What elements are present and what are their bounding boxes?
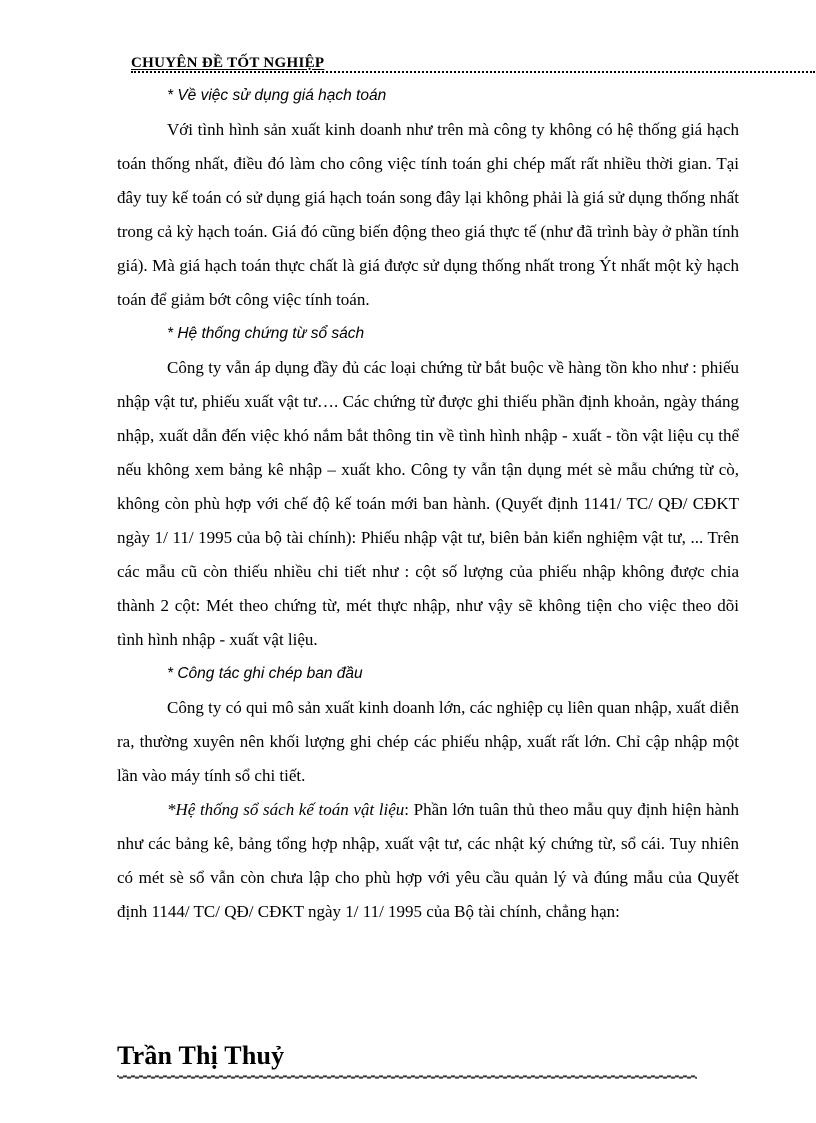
paragraph-4-text: : Phần lớn tuân thủ theo mẫu quy định hiện hành như các bảng kê, bảng tổng hợp nhập, xuất vật tư, các nhật ký chứng từ, sổ cái. Tuy nhiên có mét sè sổ vẫn còn chưa lập cho phù hợp với yêu cầu quản lý và đúng mẫu của Quyết định 1144/ TC/ QĐ/ CĐKT ngày 1/ 11/ 1995 của Bộ tài chính, chẳng hạn: (117, 800, 739, 921)
header-title: CHUYÊN ĐỀ TỐT NGHIỆP (131, 55, 325, 71)
page-header (131, 52, 815, 74)
paragraph-4 (117, 793, 739, 929)
page-footer (117, 1040, 697, 1080)
section-heading-2: * Hệ thống chứng từ sổ sách (167, 325, 365, 342)
footer-wavy-rule (117, 1074, 697, 1080)
header-dotted-rule (131, 71, 815, 73)
paragraph-4-lead: *Hệ thống sổ sách kế toán vật liệu (167, 800, 405, 819)
paragraph-3: Công ty có qui mô sản xuất kinh doanh lớn, các nghiệp cụ liên quan nhập, xuất diễn ra, thường xuyên nên khối lượng ghi chép các phiếu nhập, xuất rất lớn. Chỉ cập nhập một lần vào máy tính sổ chi tiết. (117, 698, 739, 785)
paragraph-1: Với tình hình sản xuất kinh doanh như trên mà công ty không có hệ thống giá hạch toán thống nhất, điều đó làm cho công việc tính toán ghi chép mất rất nhiều thời gian. Tại đây tuy kế toán có sử dụng giá hạch toán song đây lại không phải là giá sử dụng thống nhất trong cả kỳ hạch toán. Giá đó cũng biến động theo giá thực tế (như đã trình bày ở phần tính giá). Mà giá hạch toán thực chất là giá được sử dụng thống nhất trong Ýt nhất một kỳ hạch toán để giảm bớt công việc tính toán. (117, 120, 739, 309)
paragraph-2: Công ty vẫn áp dụng đầy đủ các loại chứng từ bắt buộc về hàng tồn kho như : phiếu nhập vật tư, phiếu xuất vật tư…. Các chứng từ được ghi thiếu phần định khoản, ngày tháng nhập, xuất dẫn đến việc khó nắm bắt thông tin về tình hình nhập - xuất - tồn vật liệu cụ thể nếu không xem bảng kê nhập – xuất kho. Công ty vẫn tận dụng mét sè mẫu chứng từ cò, không còn phù hợp với chế độ kế toán mới ban hành. (Quyết định 1141/ TC/ QĐ/ CĐKT ngày 1/ 11/ 1995 của bộ tài chính): Phiếu nhập vật tư, biên bản kiển nghiệm vật tư, ... Trên các mẫu cũ còn thiếu nhiều chi tiết như : cột số lượng của phiếu nhập không được chia thành 2 cột: Mét theo chứng từ, mét thực nhập, như vậy sẽ không tiện cho việc theo dõi tình hình nhập - xuất vật liệu. (117, 358, 739, 649)
section-heading-3: * Công tác ghi chép ban đầu (167, 665, 363, 682)
footer-author-name: Trần Thị Thuỷ (117, 1041, 285, 1070)
document-body (117, 79, 739, 929)
section-heading-1: * Về việc sử dụng giá hạch toán (167, 87, 387, 104)
